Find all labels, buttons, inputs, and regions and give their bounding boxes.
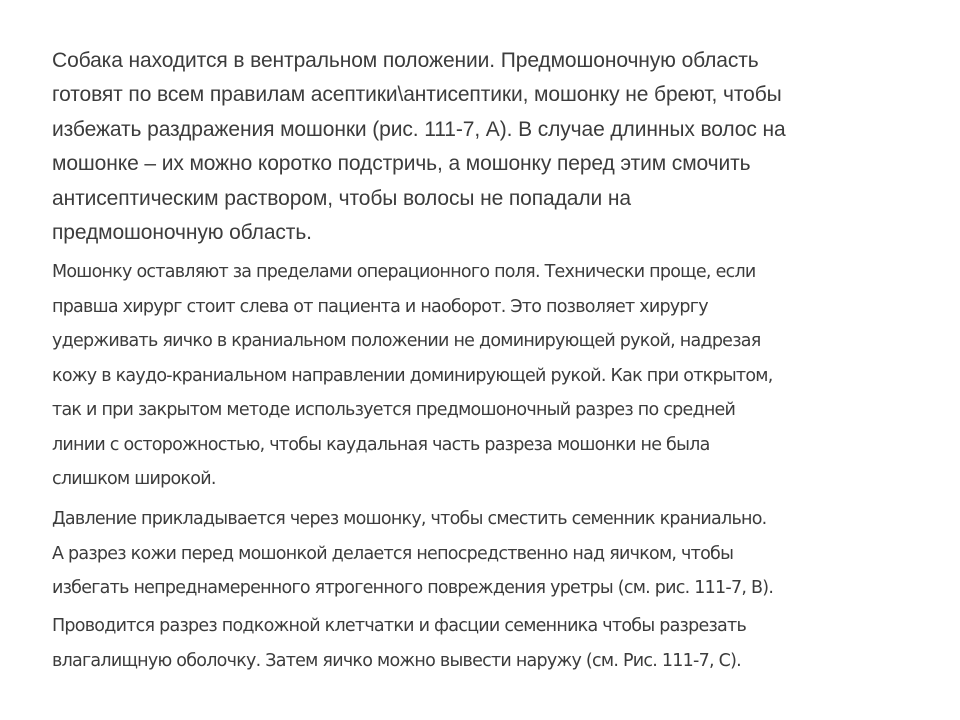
text-line: удерживать яичко в краниальном положении не доминирующей рукой, надрезая [52,331,761,351]
text-line: влагалищную оболочку. Затем яичко можно вывести наружу (см. Рис. 111-7, С). [52,650,741,671]
text-line: предмошоночную область. [52,221,312,245]
text-line: мошонке – их можно коротко подстричь, а мошонку перед этим смочить [52,152,751,176]
text-line: Давление прикладывается через мошонку, чтобы сместить семенник краниально. [52,509,767,529]
text-line: избежать раздражения мошонки (рис. 111-7, А). В случае длинных волос на [52,117,786,141]
text-line: так и при закрытом методе используется предмошоночный разрез по средней [52,400,736,420]
text-line: избегать непреднамеренного ятрогенного повреждения уретры (см. рис. 111-7, В). [52,578,774,598]
text-line: А разрез кожи перед мошонкой делается непосредственно над яичком, чтобы [52,543,734,564]
text-line: Собака находится в вентральном положении. Предмошоночную область [52,49,759,72]
paragraph-incision [52,609,746,678]
text-line: слишком широкой. [52,469,216,489]
text-line: линии с осторожностью, чтобы каудальная часть разреза мошонки не была [52,434,710,455]
text-line: готовят по всем правилам асептики\антисептики, мошонку не бреют, чтобы [52,83,782,107]
paragraph-surgeon-position [52,255,773,497]
paragraph-pressure [52,502,773,606]
text-line: правша хирург стоит слева от пациента и наоборот. Это позволяет хирургу [52,296,708,317]
text-line: антисептическим раствором, чтобы волосы не попадали на [52,186,631,210]
text-line: Проводится разрез подкожной клетчатки и фасции семенника чтобы разрезать [52,616,747,636]
paragraph-positioning [52,44,786,250]
text-line: Мошонку оставляют за пределами операционного поля. Технически проще, если [52,262,756,282]
text-line: кожу в каудо-краниальном направлении доминирующей рукой. Как при открытом, [52,365,773,386]
